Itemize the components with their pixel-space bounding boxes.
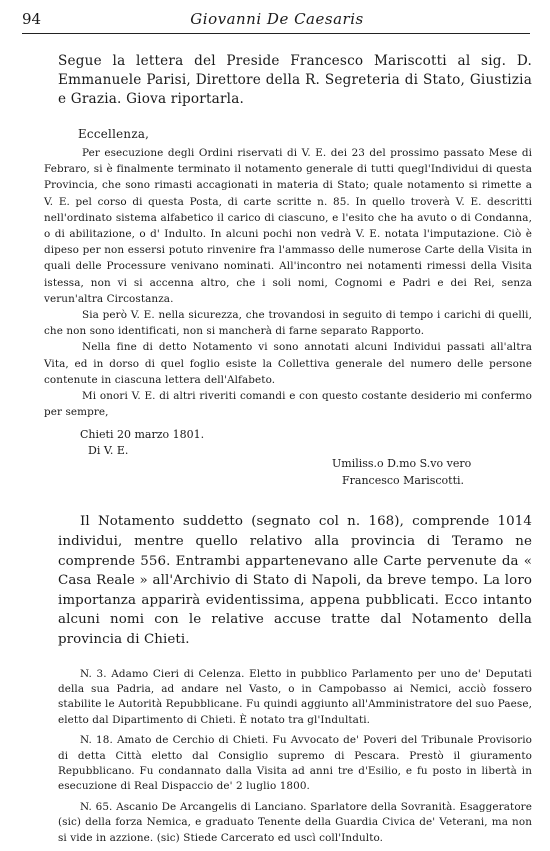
main-paragraph: Il Notamento suddetto (segnato col n. 168), comprende 1014 individui, mentre quello relativo alla provincia di Teramo ne comprende 556. Entrambi appartenevano alle Carte pervenute da « Casa Reale » all'Archivio di Stato di Napoli, da breve tempo. La loro importanza apparirà evidentissima, appena pubblicati. Ecco intanto alcuni nomi con le relative accuse tratte dal Notamento della provincia di Chieti. [58, 514, 532, 648]
running-title: Giovanni De Caesaris [190, 10, 364, 28]
letter-paragraph: Nella fine di detto Notamento vi sono annotati alcuni Individui passati all'altra Vita, ed in dorso di quel foglio esiste la Collettiva generale del numero delle persone contenute in ciascuna lettera dell'Alfabeto. [44, 341, 532, 386]
letter-closing [22, 420, 532, 512]
intro-paragraph: Segue la lettera del Preside Francesco Mariscotti al sig. D. Emmanuele Parisi, Direttore della R. Segreteria di Stato, Giustizia e Grazia. Giova riportarla. [58, 53, 532, 107]
notes-list [22, 667, 532, 846]
page-header [22, 10, 532, 32]
page-body [22, 52, 532, 851]
note-entry: N. 65. Ascanio De Arcangelis di Lanciano. Sparlatore della Sovranità. Esaggeratore (sic) della forza Nemica, e graduato Tenente della Guardia Civica de' Veterani, ma non si vide in azzione. (sic) Stiede Carcerato ed uscì coll'Indulto. [58, 800, 532, 844]
header-rule [22, 33, 530, 34]
letter-body [22, 145, 532, 420]
letter-paragraph: Sia però V. E. nella sicurezza, che trovandosi in seguito di tempo i carichi di quelli, che non sono identificati, non si mancherà di farne separato Rapporto. [44, 309, 532, 338]
signature-line-2: Francesco Mariscotti. [342, 474, 465, 488]
letter-di-ve: Di V. E. [88, 444, 129, 458]
letter-paragraph: Mi onori V. E. di altri riveriti comandi e con questo costante desiderio mi confermo per sempre, [44, 390, 532, 419]
letter-paragraph: Per esecuzione degli Ordini riservati di V. E. dei 23 del prossimo passato Mese di Febraro, si è finalmente terminato il notamento generale di tutti quegl'Individui di questa Provincia, che sono rimasti accagionati in materia di Stato; quale notamento si rimette a V. E. pel corso di questa Posta, di carte scritte n. 85. In quello troverà V. E. descritti nell'ordinato sistema alfabetico il carico di ciascuno, e l'esito che ha avuto o di Condanna, o di abilitazione, o d' Indulto. In alcuni pochi non vedrà V. E. notata l'imputazione. Ciò è dipeso per non essersi potuto rinvenire fra l'ammasso delle numerose Carte della Visita in quali delle Processure venivano nominati. All'incontro nei notamenti rimessi della Visita istessa, non vi si accenna altro, che i soli nomi, Cognomi e Padri e dei Rei, senza verun'altra Circostanza. [44, 147, 532, 305]
note-entry: N. 18. Amato de Cerchio di Chieti. Fu Avvocato de' Poveri del Tribunale Provisorio di detta Città eletto dal Consiglio supremo di Pescara. Prestò il giuramento Repubblicano. Fu condannato dalla Visita ad anni tre d'Esilio, e fu posto in libertà in esecuzione di Real Dispaccio de' 2 luglio 1800. [58, 734, 532, 793]
note-entry: N. 3. Adamo Cieri di Celenza. Eletto in pubblico Parlamento per uno de' Deputati della sua Padria, ad andare nel Vasto, o in Campobasso ai Nemici, acciò fossero stabilite le Autorità Repubblicane. Fu quindi aggiunto all'Amministratore del suo Paese, eletto dal Dipartimento di Chieti. È notato tra gl'Indultati. [58, 667, 532, 726]
signature-line-1: Umiliss.o D.mo S.vo vero [332, 457, 472, 471]
letter-date: Chieti 20 marzo 1801. [80, 428, 205, 442]
page-number: 94 [22, 10, 42, 28]
letter-greeting: Eccellenza, [78, 127, 150, 141]
